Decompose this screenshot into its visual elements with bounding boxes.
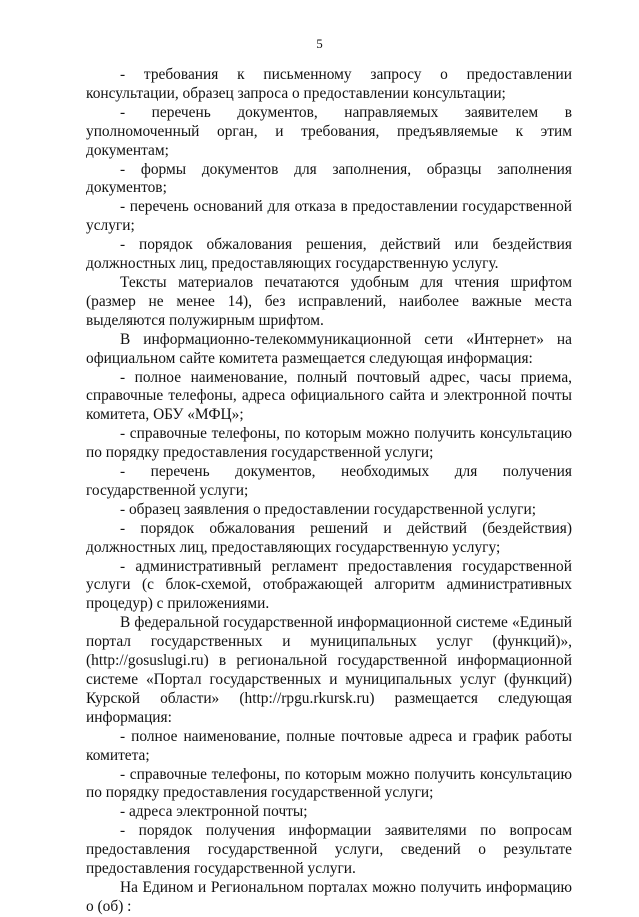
paragraph-16: - справочные телефоны, по которым можно получить консультацию по порядку предоставления государственной услуги; xyxy=(86,765,572,802)
paragraph-15: - полное наименование, полные почтовые адреса и график работы комитета; xyxy=(86,727,572,764)
paragraph-11: - образец заявления о предоставлении государственной услуги; xyxy=(120,500,536,518)
paragraph-13: - административный регламент предоставления государственной услуги (с блок-схемой, отображающей алгоритм административных процедур) с приложениями. xyxy=(86,557,572,613)
paragraph-9: - справочные телефоны, по которым можно получить консультацию по порядку предоставления государственной услуги; xyxy=(86,425,572,462)
paragraph-19: На Едином и Региональном порталах можно получить информацию о (об) : xyxy=(86,878,572,915)
paragraph-18: - порядок получения информации заявителями по вопросам предоставления государственной услуги, сведений о результате предоставления государственной услуги. xyxy=(86,822,572,878)
paragraph-4: - перечень оснований для отказа в предоставлении государственной услуги; xyxy=(86,198,572,235)
paragraph-12: - порядок обжалования решений и действий (бездействия) должностных лиц, предоставляющих государственную услугу; xyxy=(86,519,572,556)
paragraph-3: - формы документов для заполнения, образцы заполнения документов; xyxy=(86,160,572,197)
paragraph-7: В информационно-телекоммуникационной сети «Интернет» на официальном сайте комитета размещается следующая информация: xyxy=(86,330,572,367)
paragraph-6: Тексты материалов печатаются удобным для чтения шрифтом (размер не менее 14), без исправлений, наиболее важные места выделяются полужирным шрифтом. xyxy=(86,273,572,329)
paragraph-1: - требования к письменному запросу о предоставлении консультации, образец запроса о предоставлении консультации; xyxy=(86,66,572,102)
paragraph-17: - адреса электронной почты; xyxy=(120,803,308,821)
page-number: 5 xyxy=(316,36,323,51)
paragraph-5: - порядок обжалования решения, действий или бездействия должностных лиц, предоставляющих государственную услугу. xyxy=(86,236,572,273)
document-body xyxy=(86,66,572,917)
paragraph-8: - полное наименование, полный почтовый адрес, часы приема, справочные телефоны, адреса официального сайта и электронной почты комитета, ОБУ «МФЦ»; xyxy=(86,368,572,424)
paragraph-10: - перечень документов, необходимых для получения государственной услуги; xyxy=(86,463,572,499)
paragraph-2: - перечень документов, направляемых заявителем в уполномоченный орган, и требования, предъявляемые к этим документам; xyxy=(86,103,572,159)
paragraph-14: В федеральной государственной информационной системе «Единый портал государственных и муниципальных услуг (функций)», (http://gosuslugi.ru) в региональной государственной информационной системе «Портал государственных и муниципальных услуг (функций) Курской области» (http://rpgu.rkursk.ru) размещается следующая информация: xyxy=(86,614,572,726)
